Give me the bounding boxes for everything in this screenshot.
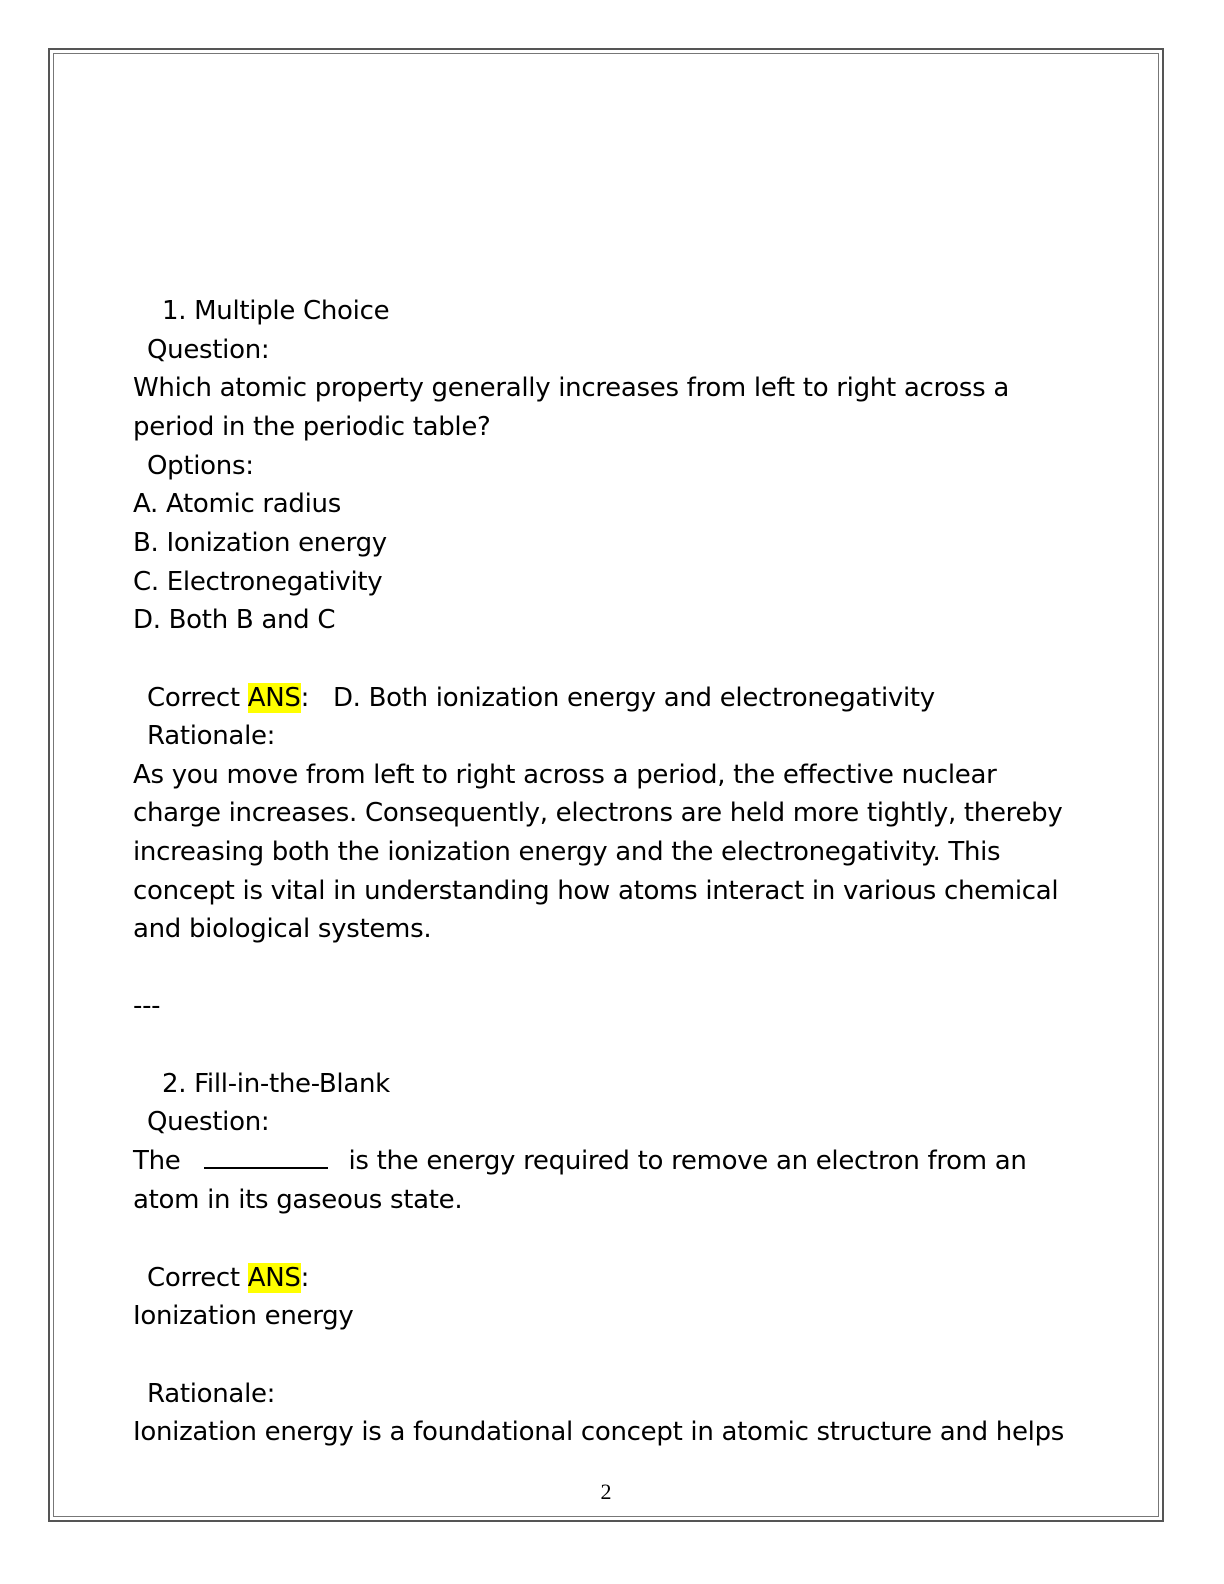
q2-answer-text: Ionization energy	[133, 1301, 354, 1331]
q1-question-text-2: period in the periodic table?	[133, 412, 491, 442]
q2-question-text-2: atom in its gaseous state.	[133, 1185, 463, 1215]
q1-question-text-1: Which atomic property generally increases from left to right across a	[133, 373, 1009, 403]
q2-correct-suffix: :	[300, 1263, 310, 1293]
q1-heading: 1. Multiple Choice	[162, 296, 390, 326]
q1-ans-highlight: ANS	[247, 683, 301, 713]
q1-option-b: B. Ionization energy	[133, 528, 387, 558]
q1-question-label: Question:	[147, 335, 270, 365]
q2-blank-line	[204, 1145, 328, 1169]
q2-question-end: is the energy required to remove an electron from an	[348, 1146, 1027, 1176]
q1-rationale-label: Rationale:	[147, 721, 276, 751]
q1-rationale-line: charge increases. Consequently, electrons are held more tightly, thereby	[133, 798, 1063, 828]
q2-rationale-line: Ionization energy is a foundational concept in atomic structure and helps	[133, 1417, 1065, 1447]
q2-ans-highlight: ANS	[247, 1263, 301, 1293]
q1-rationale-line: increasing both the ionization energy and the electronegativity. This	[133, 837, 1001, 867]
q2-question-text-1	[133, 1145, 1027, 1177]
q1-rationale-line: concept is vital in understanding how atoms interact in various chemical	[133, 876, 1059, 906]
q2-rationale-label: Rationale:	[147, 1379, 276, 1409]
q1-option-c: C. Electronegativity	[133, 567, 383, 597]
q2-question-start: The	[133, 1146, 181, 1176]
page-number: 2	[600, 1479, 612, 1504]
q1-correct-answer	[147, 682, 935, 714]
q2-correct-prefix: Correct	[147, 1263, 248, 1293]
q1-option-a: A. Atomic radius	[133, 489, 341, 519]
q1-correct-prefix: Correct	[147, 683, 248, 713]
q2-question-label: Question:	[147, 1107, 270, 1137]
section-separator: ---	[133, 991, 161, 1021]
q1-rationale-line: and biological systems.	[133, 914, 432, 944]
q1-options-label: Options:	[147, 451, 254, 481]
q2-correct-answer	[147, 1262, 309, 1294]
q1-correct-suffix: : D. Both ionization energy and electronegativity	[300, 683, 935, 713]
q1-option-d: D. Both B and C	[133, 605, 336, 635]
q2-heading: 2. Fill-in-the-Blank	[162, 1069, 390, 1099]
q1-rationale-line: As you move from left to right across a period, the effective nuclear	[133, 760, 997, 790]
